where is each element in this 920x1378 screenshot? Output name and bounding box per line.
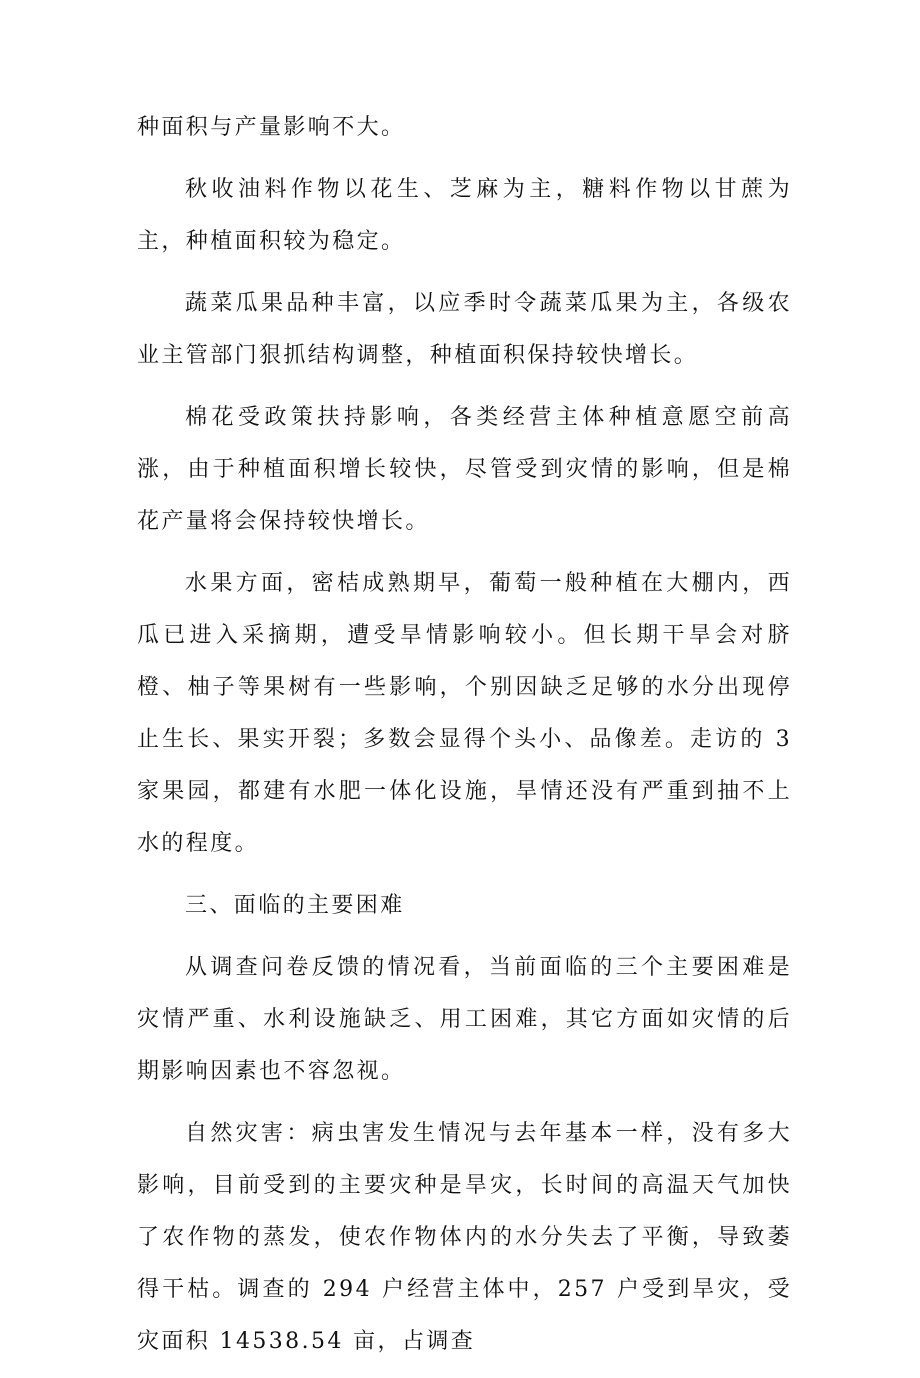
paragraph-orchards: 水果方面，密桔成熟期早，葡萄一般种植在大棚内，西瓜已进入采摘期，遭受旱情影响较小。但长期干旱会对脐橙、柚子等果树有一些影响，个别因缺乏足够的水分出现停止生长、果实开裂；多数会显得个头小、品像差。走访的 3 家果园，都建有水肥一体化设施，旱情还没有严重到抽不上水的程度。	[137, 571, 792, 856]
paragraph-vegetables-fruits: 蔬菜瓜果品种丰富，以应季时令蔬菜瓜果为主，各级农业主管部门狠抓结构调整，种植面积保持较快增长。	[137, 291, 792, 368]
paragraph-survey-feedback: 从调查问卷反馈的情况看，当前面临的三个主要困难是灾情严重、水利设施缺乏、用工困难，其它方面如灾情的后期影响因素也不容忽视。	[137, 955, 792, 1084]
paragraph-oil-sugar-crops: 秋收油料作物以花生、芝麻为主，糖料作物以甘蔗为主，种植面积较为稳定。	[137, 177, 792, 254]
document-body	[137, 102, 792, 1378]
paragraph-continuation: 种面积与产量影响不大。	[137, 115, 406, 140]
section-heading: 三、面临的主要困难	[185, 893, 405, 918]
paragraph-natural-disaster: 自然灾害：病虫害发生情况与去年基本一样，没有多大影响，目前受到的主要灾种是旱灾，长时间的高温天气加快了农作物的蒸发，使农作物体内的水分失去了平衡，导致萎得干枯。调查的 294 户经营主体中，257 户受到旱灾，受灾面积 14538.54 亩，占调查	[137, 1121, 792, 1354]
paragraph-cotton: 棉花受政策扶持影响，各类经营主体种植意愿空前高涨，由于种植面积增长较快，尽管受到灾情的影响，但是棉花产量将会保持较快增长。	[137, 405, 792, 534]
